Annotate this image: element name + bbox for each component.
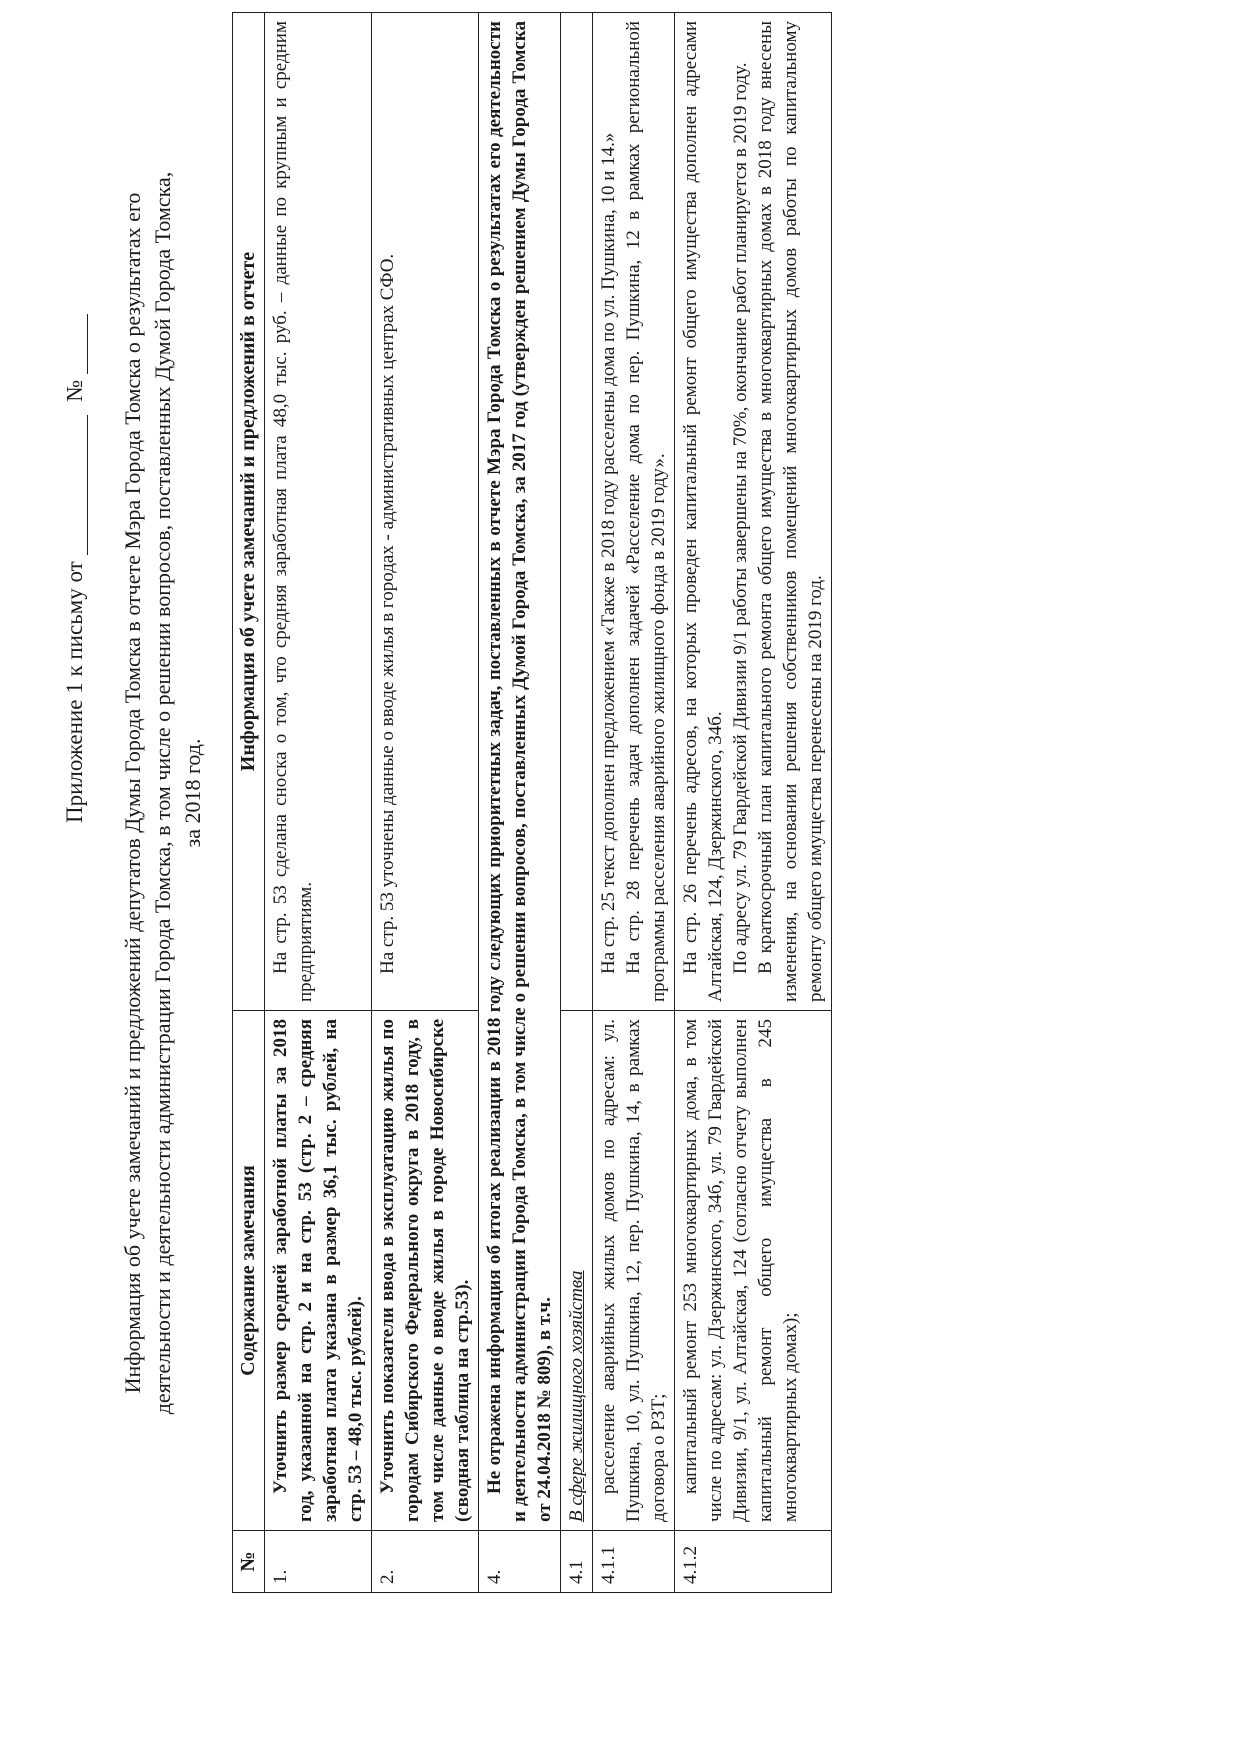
table-row	[675, 13, 832, 1593]
info-cell: На стр. 53 уточнены данные о вводе жилья в городах - административных центрах СФО.	[372, 13, 479, 1011]
info-cell: На стр. 53 сделана сноска о том, что средняя заработная плата 48,0 тыс. руб. – данные по крупным и средним предприятиям.	[265, 13, 372, 1011]
title-line-1: Информация об учете замечаний и предложений депутатов Думы Города Томска в отчете Мэра Города Томска о результатах его	[120, 192, 145, 1394]
header-info: Информация об учете замечаний и предложений в отчете	[233, 13, 265, 1011]
empty-cell	[561, 13, 593, 1011]
info-paragraph: На стр. 28 перечень задач дополнен задачей «Расселение дома по пер. Пушкина, 12 в рамках региональной программы расселения аварийного жилищного фонда в 2019 году».	[623, 21, 669, 1002]
row-number: 2.	[372, 1531, 479, 1593]
annex-line	[62, 314, 88, 823]
remarks-table	[232, 12, 832, 1593]
section-heading-cell: Не отражена информация об итогах реализации в 2018 году следующих приоритетных задач, поставленных в отчете Мэра Города Томска о результатах его деятельности и деятельности администрации Города Томска, в том числе о решении вопросов, поставленных Думой Города Томска, за 2017 год (утвержден решением Думы Города Томска от 24.04.2018 № 809), в т.ч.	[479, 13, 561, 1531]
row-number: 1.	[265, 1531, 372, 1593]
remark-cell: Уточнить размер средней заработной платы за 2018 год, указанной на стр. 2 и на стр. 53 (стр. 2 – средняя заработная плата указана в размер 36,1 тыс. рублей, на стр. 53 – 48,0 тыс. рублей).	[265, 1011, 372, 1531]
row-number: 4.1.2	[675, 1531, 832, 1593]
remark-cell: Уточнить показатели ввода в эксплуатацию жилья по городам Сибирского Федерального округа в 2018 году, в том числе данные о вводе жилья в городе Новосибирске (сводная таблица на стр.53).	[372, 1011, 479, 1531]
subsection-title: В сфере жилищного хозяйства	[566, 1270, 587, 1522]
number-blank	[69, 314, 88, 374]
info-cell	[675, 13, 832, 1011]
table-row	[593, 13, 675, 1593]
number-label: №	[62, 379, 87, 402]
info-paragraph: По адресу ул. 79 Гвардейской Дивизии 9/1 работы завершены на 70%, окончание работ планируется в 2019 году.	[730, 62, 751, 974]
remark-cell: расселение аварийных жилых домов по адресам: ул. Пушкина, 10, ул. Пушкина, 12, пер. Пушкина, 14, в рамках договора о РЗТ;	[593, 1011, 675, 1531]
table-row	[265, 13, 372, 1593]
table-row	[372, 13, 479, 1593]
info-paragraph: На стр. 25 текст дополнен предложением «Также в 2018 году расселены дома по ул. Пушкина, 10 и 14.»	[598, 132, 619, 974]
info-paragraph: На стр. 26 перечень адресов, на которых проведен капитальный ремонт общего имущества дополнен адресами Алтайская, 124, Дзержинского, 34б.	[680, 21, 726, 1002]
info-cell	[593, 13, 675, 1011]
document-title	[118, 133, 208, 1453]
header-num: №	[233, 1531, 265, 1593]
date-blank	[69, 416, 88, 556]
row-number: 4.1.1	[593, 1531, 675, 1593]
row-number: 4.	[479, 1531, 561, 1593]
title-line-2: деятельности и деятельности администрации Города Томска, в том числе о решении вопросов, поставленных Думой Города Томска,	[150, 171, 175, 1415]
annex-text: Приложение 1 к письму от	[62, 561, 87, 823]
remark-cell: капитальный ремонт 253 многоквартирных дома, в том числе по адресам: ул. Дзержинского, 34б, ул. 79 Гвардейской Дивизии, 9/1, ул. Алтайская, 124 (согласно отчету выполнен капитальный ремонт общего имущества в 245 многоквартирных домах);	[675, 1011, 832, 1531]
info-paragraph: В краткосрочный план капитального ремонта общего имущества в многоквартирных домах в 2018 году внесены изменения, на основании решения собственников помещений многоквартирных домов работы по капитальному ремонту общего имущества перенесены на 2019 год.	[755, 21, 826, 1002]
table-header-row	[233, 13, 265, 1593]
subsection-cell	[561, 1011, 593, 1531]
row-number: 4.1	[561, 1531, 593, 1593]
header-remark: Содержание замечания	[233, 1011, 265, 1531]
table-row	[561, 13, 593, 1593]
title-line-3: за 2018 год.	[180, 738, 205, 848]
table-row	[479, 13, 561, 1593]
